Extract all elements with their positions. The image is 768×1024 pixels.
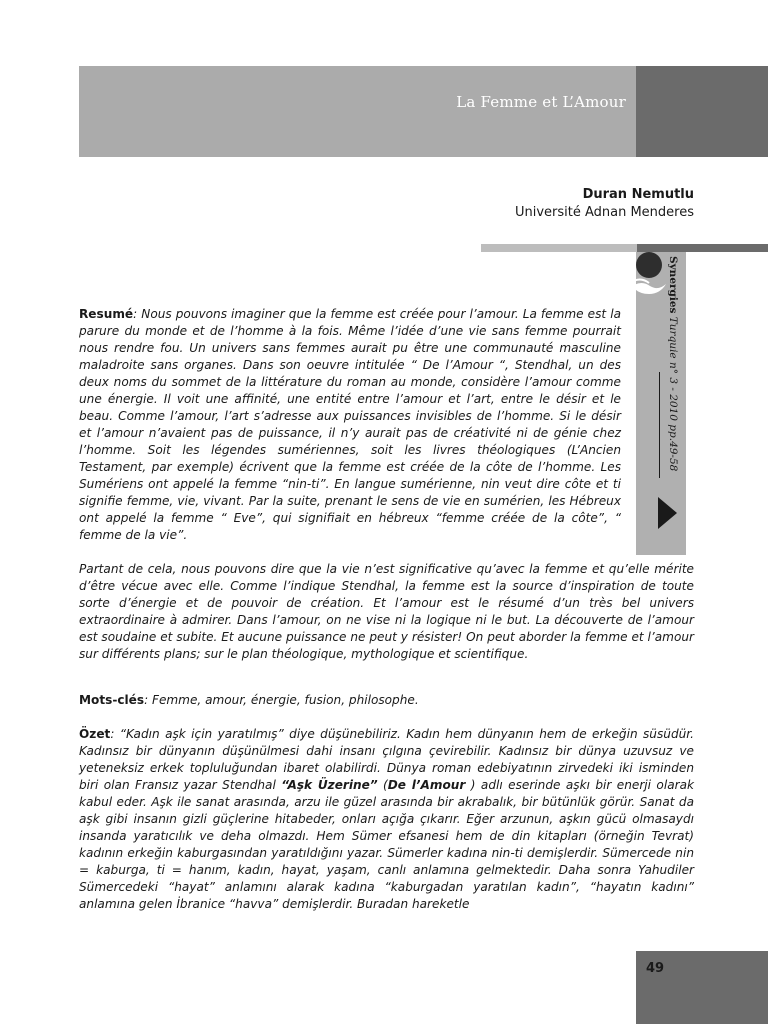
keywords-text: : Femme, amour, énergie, fusion, philosophe. [144,693,419,707]
side-line [659,372,660,478]
journal-logo-icon [628,250,670,300]
journal-issue: Turquie n° 3 - 2010 pp.49-58 [667,316,679,472]
resume-paragraph-continued [79,561,694,663]
ozet-paren: ( [377,778,388,792]
header-dark-block [636,66,768,157]
ozet-label: Özet [79,727,111,741]
author-name: Duran Nemutlu [582,187,694,202]
resume-text-part1: : Nous pouvons imaginer que la femme est créée pour l’amour. La femme est la parure du monde et de l’homme à la fois. Même l’idée d’une vie sans femme pourrait nous rendre fou. Un univers sans femmes aurait pu être une communauté masculine maladroite sans organes. Dans son oeuvre intitulée “ De l’Amour “, Stendhal, un des deux noms du sommet de la littérature du roman au monde, considère l’amour comme une énergie. Il voit une affinité, une entité entre l’amour et l’art, entre le désir et le beau. Comme l’amour, l’art s’adresse aux puissances invisibles de l’homme. Si le désir et l’amour n’avaient pas de puissance, il n’y aurait pas de créativité ni de génie chez l’homme. Soit les légendes sumériennes, soit les livres théologiques (L’Ancien Testament, par exemple) écrivent que la femme est créée de la côte de l’homme. Les Sumériens ont appelé la femme “nin-ti”. En langue sumérienne, nin veut dire côte et ti signifie femme, vie, vivant. Par la suite, prenant le sens de vie en sumérien, les Hébreux ont appelé la femme “ Eve”, qui signifiait en hébreux “femme créée de la côte”, “ femme de la vie”. [79,307,621,542]
keywords-paragraph [79,692,694,709]
journal-citation [667,256,679,471]
ozet-text-1: : “Kadın aşk için yaratılmış” diye düşünebiliriz. Kadın hem dünyanın hem de erkeğin süsüdür. Kadınsız bir dünyanın düşünülmesi dahi insanı çılgına çevirebilir. Kadınsız bir dünya uzuvsuz ve yeteneksiz erkek topluluğundan ibaret olabilirdi. Dünya roman edebiyatının zirvedeki iki isminden biri olan Fransız yazar Stendhal [79,727,694,792]
ozet-text-2: ) adlı eserinde aşkı bir enerji olarak kabul eder. Aşk ile sanat arasında, arzu ile güzel arasında bir akrabalık, bir bütünlük görür. Sanat da aşk gibi insanın gizli güçlerine hitabeder, onları açığa çıkarır. Eğer arzunun, aşkın gücü olmasaydı insanda yaratıcılık ve deha olmazdı. Hem Sümer efsanesi hem de din kitapları (örneğin Tevrat) kadının erkeğin kaburgasından yaratıldığını yazar. Sümerler kadına nin-ti demişlerdir. Sümercede nin = kaburga, ti = hanım, kadın, hayat, yaşam, canlı anlamına gelmektedir. Daha sonra Yahudiler Sümercedeki “hayat” anlamını alarak kadına “kaburgadan yaratılan kadın”, “hayatın kadını” anlamına gelen İbranice “havva” demişlerdir. Buradan hareketle [79,778,694,911]
page-number: 49 [645,961,665,976]
author-affiliation: Université Adnan Menderes [514,205,694,220]
resume-text-part2: Partant de cela, nous pouvons dire que la vie n’est significative qu’avec la femme et qu’elle mérite d’être vécue avec elle. Comme l’indique Stendhal, la femme est la source d’inspiration de toute sorte d’énergie et de pouvoir de création. Et l’amour est le résumé d’un très bel univers extraordinaire à admirer. Dans l’amour, on ne vise ni la logique ni le but. La découverte de l’amour est soudaine et subite. Et aucune puissance ne peut y résister! On peut aborder la femme et l’amour sur différents plans; sur le plan théologique, mythologique et scientifique. [79,562,694,661]
arrow-right-icon [658,497,677,529]
author-block [515,186,694,222]
resume-label: Resumé [79,307,134,321]
ozet-paragraph [79,726,694,913]
keywords-label: Mots-clés [79,693,145,707]
ozet-book-title-fr: De l’Amour [387,778,466,792]
divider-light [481,244,637,252]
ozet-book-title-tr: “Aşk Üzerine” [281,778,378,792]
journal-brand: Synergies [667,256,679,314]
article-title: La Femme et L’Amour [456,93,626,111]
header-band [79,66,636,157]
resume-paragraph [79,306,621,544]
